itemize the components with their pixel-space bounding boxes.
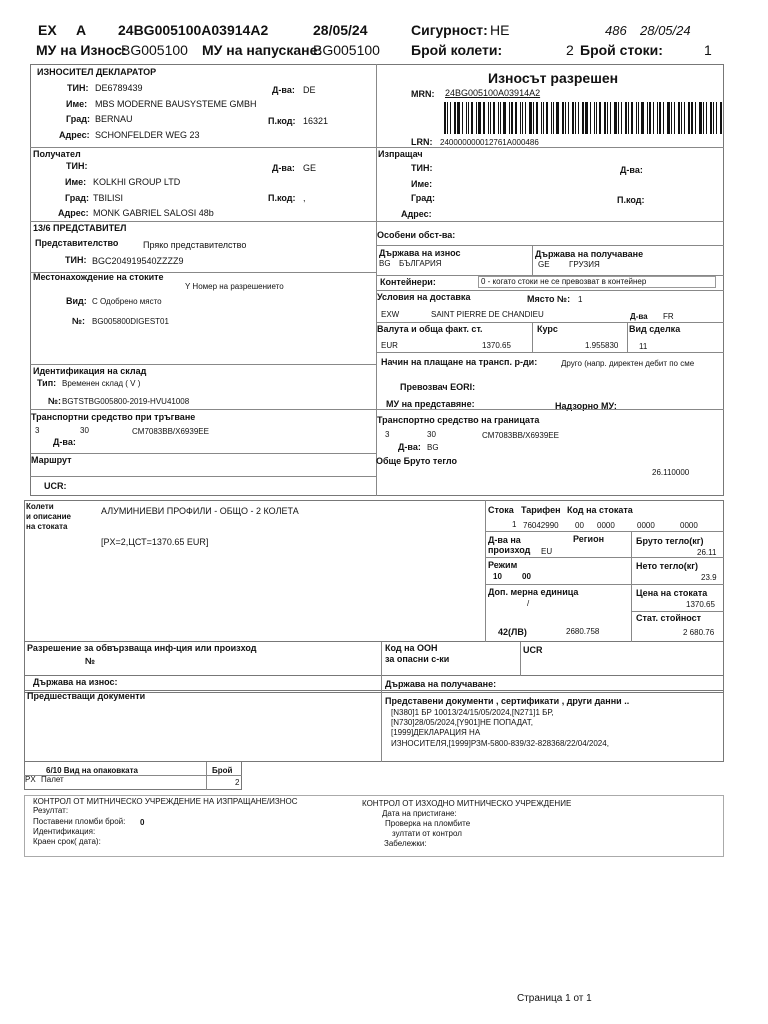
warehouse-no: BGTSTBG005800-2019-HVU41008	[62, 397, 190, 406]
goods-frame	[24, 500, 724, 642]
exit-office: BG005100	[313, 42, 380, 58]
export-office: BG005100	[121, 42, 188, 58]
goods-tariff-label: Тарифен	[521, 505, 561, 515]
consignee-postcode-label: П.код:	[268, 193, 296, 203]
goods-net: 23.9	[701, 573, 717, 582]
consignee-name: KOLKHI GROUP LTD	[93, 177, 181, 187]
control-exit-arrival: Дата на пристигане:	[382, 809, 457, 818]
consignee-name-label: Име:	[65, 177, 87, 187]
goods-packages-label-2: и описание	[26, 512, 71, 521]
warehouse-title: Идентификация на склад	[33, 366, 147, 376]
exporter-city: BERNAU	[95, 114, 133, 124]
docs-label: Представени документи , сертификати , други данни ..	[385, 696, 630, 706]
delivery-country: FR	[663, 312, 674, 321]
goods-code-part2: 00	[575, 521, 584, 530]
consignee-address: MONK GABRIEL SALOSI 48b	[93, 208, 214, 218]
un-label-2: за опасни с-ки	[385, 654, 450, 664]
goods-tax: 2680.758	[566, 627, 600, 636]
transport-border-type: 30	[427, 430, 436, 439]
transport-border-country: BG	[427, 443, 439, 452]
currency-code: EUR	[381, 341, 398, 350]
exit-office-label: МУ на напускане:	[202, 42, 323, 58]
delivery-code: EXW	[381, 310, 400, 319]
transport-border-title: Транспортно средство на границата	[377, 415, 540, 425]
payment-value: Друго (напр. директен дебит по сме	[561, 359, 695, 368]
docs-line-4: ИЗНОСИТЕЛЯ,[1999]РЗМ-5800-839/32-828368/22/04/2024,	[391, 739, 609, 748]
control-exit-check1: Проверка на пломбите	[385, 819, 471, 828]
declaration-type: EX	[38, 22, 57, 38]
packing-count-header: Брой	[212, 766, 233, 775]
location-auth: Y Номер на разрешението	[185, 282, 284, 291]
consignee-country-label: Д-ва:	[272, 163, 295, 173]
goods-extra: [PX=2,ЦСТ=1370.65 EUR]	[101, 537, 209, 547]
transport-departure-id: CM7083BB/X6939EE	[132, 427, 209, 436]
consignee-city-label: Град:	[65, 193, 89, 203]
dest-country-code: GE	[538, 260, 550, 269]
permit-label: Разрешение за обвързваща инф-ция или произход	[27, 643, 257, 653]
location-kind: C Одобрено място	[92, 297, 162, 306]
export-country-label: Държава на износ	[379, 248, 461, 258]
goods-regime-2: 00	[522, 572, 531, 581]
goods-price: 1370.65	[686, 600, 715, 609]
packing-kind: Палет	[41, 775, 64, 784]
location-no: BG005800DIGEST01	[92, 317, 169, 326]
consignee-tin-label: ТИН:	[66, 161, 88, 171]
location-title: Местонахождение на стоките	[33, 272, 164, 282]
goods-stat-label: Стат. стойност	[636, 613, 702, 623]
delivery-place: SAINT PIERRE DE CHANDIEU	[431, 310, 544, 319]
control-dispatch-result: Резултат:	[33, 806, 69, 815]
exporter-address: SCHONFELDER WEG 23	[95, 130, 200, 140]
location-no-label: №:	[72, 316, 86, 326]
delivery-place-no: 1	[578, 295, 583, 304]
warehouse-no-label: №:	[48, 396, 62, 406]
goods-origin-label-2: произход	[488, 545, 531, 555]
rate-label: Курс	[537, 324, 558, 334]
carrier-office-label: МУ на представяне:	[386, 399, 475, 409]
consignor-postcode-label: П.код:	[617, 195, 645, 205]
exporter-postcode-label: П.код:	[268, 116, 296, 126]
payment-label: Начин на плащане на трансп. р-ди:	[381, 357, 538, 367]
consignor-country-label: Д-ва:	[620, 165, 643, 175]
barcode-image	[444, 102, 723, 134]
rate-value: 1.955830	[585, 341, 619, 350]
consignor-name-label: Име:	[411, 179, 433, 189]
containers-label: Контейнери:	[380, 277, 436, 287]
containers-value: 0 - когато стоки не се превозват в контейнер	[481, 277, 647, 286]
exporter-address-label: Адрес:	[59, 130, 90, 140]
un-label-1: Код на ООН	[385, 643, 438, 653]
release-mrn: 24BG005100A03914A2	[445, 88, 541, 98]
security-value: НЕ	[490, 22, 510, 38]
warehouse-type-label: Тип:	[37, 378, 57, 388]
control-dispatch-title: КОНТРОЛ ОТ МИТНИЧЕСКО УЧРЕЖДЕНИЕ НА ИЗПРАЩАНЕ/ИЗНОС	[33, 797, 298, 806]
export-country-name: БЪЛГАРИЯ	[399, 259, 442, 268]
page-number: Страница 1 от 1	[517, 993, 592, 1004]
representative-tin-label: ТИН:	[65, 255, 87, 265]
goods-code-part3: 0000	[597, 521, 615, 530]
transport-border-id: CM7083BB/X6939EE	[482, 431, 559, 440]
item-dest-label: Държава на получаване:	[385, 679, 497, 689]
items-label: Брой стоки:	[580, 42, 663, 58]
packing-count: 2	[235, 778, 240, 787]
carrier-super-label: Надзорно МУ:	[555, 401, 617, 411]
packages-count: 2	[566, 42, 574, 58]
goods-gross: 26.11	[697, 548, 717, 557]
exporter-country: DE	[303, 85, 316, 95]
goods-gross-label: Бруто тегло(кг)	[636, 536, 704, 546]
handwritten-number: 486	[605, 23, 627, 38]
exporter-city-label: Град:	[66, 114, 90, 124]
goods-price-label: Цена на стоката	[636, 588, 708, 598]
goods-code: 76042990	[523, 521, 559, 530]
consignee-postcode: ,	[303, 193, 306, 203]
special-label: Особени обст-ва:	[377, 230, 456, 240]
gross-total-value: 26.110000	[652, 468, 690, 477]
release-lrn-label: LRN:	[411, 137, 433, 147]
goods-origin-label-1: Д-ва на	[488, 535, 521, 545]
transport-departure-type: 30	[80, 426, 89, 435]
consignee-title: Получател	[33, 149, 81, 159]
transport-departure-country-label: Д-ва:	[53, 437, 76, 447]
packages-label: Брой колети:	[411, 42, 503, 58]
goods-tax-label: 42(ЛВ)	[498, 627, 527, 637]
dest-country-name: ГРУЗИЯ	[569, 260, 600, 269]
permit-ucr-label: UCR	[523, 645, 543, 655]
header-date: 28/05/24	[313, 22, 368, 38]
goods-region-label: Регион	[573, 534, 604, 544]
control-dispatch-seals-value: 0	[140, 818, 145, 827]
delivery-place-label: Място №:	[527, 294, 571, 304]
goods-unit: /	[527, 599, 530, 608]
prev-docs-label: Предшестващи документи	[27, 691, 146, 701]
consignor-city-label: Град:	[411, 193, 435, 203]
goods-stat: 2 680.76	[683, 628, 715, 637]
docs-line-1: [N380]1 БР 10013/24/15/05/2024,[N271]1 БР,	[391, 708, 554, 717]
exporter-title: ИЗНОСИТЕЛ ДЕКЛАРАТОР	[37, 67, 157, 77]
goods-regime: 10	[493, 572, 502, 581]
location-kind-label: Вид:	[66, 296, 87, 306]
header-mrn: 24BG005100A03914A2	[118, 22, 269, 38]
representative-type-label: Представителство	[35, 238, 119, 248]
goods-item-no: 1	[512, 520, 517, 529]
items-count: 1	[704, 42, 712, 58]
permit-no-label: №	[85, 656, 96, 666]
currency-amount: 1370.65	[482, 341, 511, 350]
control-dispatch-ident: Идентификация:	[33, 827, 96, 836]
representative-type: Пряко представителство	[143, 240, 247, 250]
exporter-tin-label: ТИН:	[67, 83, 89, 93]
dest-country-label: Държава на получаване	[535, 249, 644, 259]
export-office-label: МУ на Износ:	[36, 42, 127, 58]
goods-packages-label-3: на стоката	[26, 522, 68, 531]
goods-code-part5: 0000	[680, 521, 698, 530]
representative-title: 13/6 ПРЕДСТАВИТЕЛ	[33, 223, 127, 233]
exporter-name-label: Име:	[66, 99, 88, 109]
exporter-postcode: 16321	[303, 116, 329, 126]
transport-departure-title: Транспортни средство при тръгване	[31, 412, 196, 422]
goods-code-part4: 0000	[637, 521, 655, 530]
handwritten-date: 28/05/24	[640, 23, 691, 38]
goods-origin: EU	[541, 547, 553, 556]
route-label: Маршрут	[31, 455, 72, 465]
security-label: Сигурност:	[411, 22, 488, 38]
docs-line-2: [N730]28/05/2024,[Y901]НЕ ПОПАДАТ,	[391, 718, 533, 727]
export-country-code: BG	[379, 259, 391, 268]
exporter-tin: DE6789439	[95, 83, 143, 93]
exporter-name: MBS MODERNE BAUSYSTEME GMBH	[95, 99, 257, 109]
consignee-address-label: Адрес:	[58, 208, 89, 218]
representative-tin: BGC204919540ZZZZ9	[92, 256, 184, 266]
goods-unit-label: Доп. мерна единица	[488, 587, 579, 597]
carrier-eori-label: Превозвач EORI:	[400, 382, 476, 392]
delivery-country-label: Д-ва	[630, 312, 648, 321]
control-exit-title: КОНТРОЛ ОТ ИЗХОДНО МИТНИЧЕСКО УЧРЕЖДЕНИЕ	[362, 799, 572, 808]
release-mrn-label: MRN:	[411, 89, 435, 99]
consignor-address-label: Адрес:	[401, 209, 432, 219]
consignee-city: TBILISI	[93, 193, 124, 203]
gross-total-label: Обще Бруто тегло	[376, 456, 457, 466]
release-title: Износът разрешен	[488, 70, 619, 86]
goods-packages-label-1: Колети	[26, 502, 54, 511]
goods-item-label: Стока	[488, 505, 514, 515]
transport-departure-mode: 3	[35, 426, 40, 435]
transport-border-country-label: Д-ва:	[398, 442, 421, 452]
deal-value: 11	[639, 342, 648, 351]
ucr-label: UCR:	[44, 481, 67, 491]
goods-regime-label: Режим	[488, 560, 518, 570]
control-dispatch-deadline: Краен срок( дата):	[33, 837, 101, 846]
control-exit-notes: Забележки:	[384, 839, 427, 848]
deal-label: Вид сделка	[629, 324, 681, 334]
currency-label: Валута и обща факт. ст.	[377, 324, 483, 334]
consignor-title: Изпращач	[378, 149, 423, 159]
declaration-subtype: A	[76, 22, 87, 38]
control-exit-check2: зултати от контрол	[392, 829, 462, 838]
consignor-tin-label: ТИН:	[411, 163, 433, 173]
delivery-label: Условия на доставка	[377, 292, 471, 302]
item-export-label: Държава на износ:	[33, 677, 118, 687]
release-lrn: 240000000012761A000486	[440, 138, 539, 147]
goods-description: АЛУМИНИЕВИ ПРОФИЛИ - ОБЩО - 2 КОЛЕТА	[101, 506, 299, 516]
consignee-country: GE	[303, 163, 317, 173]
packing-code: PX	[25, 775, 36, 784]
exporter-country-label: Д-ва:	[272, 85, 295, 95]
warehouse-type: Временен склад ( V )	[62, 379, 141, 388]
transport-border-mode: 3	[385, 430, 390, 439]
goods-net-label: Нето тегло(кг)	[636, 561, 698, 571]
docs-line-3: [1999]ДЕКЛАРАЦИЯ НА	[391, 728, 481, 737]
control-dispatch-seals-label: Поставени пломби брой:	[33, 817, 126, 826]
packing-header: 6/10 Вид на опаковката	[46, 766, 138, 775]
goods-code-label: Код на стоката	[567, 505, 633, 515]
